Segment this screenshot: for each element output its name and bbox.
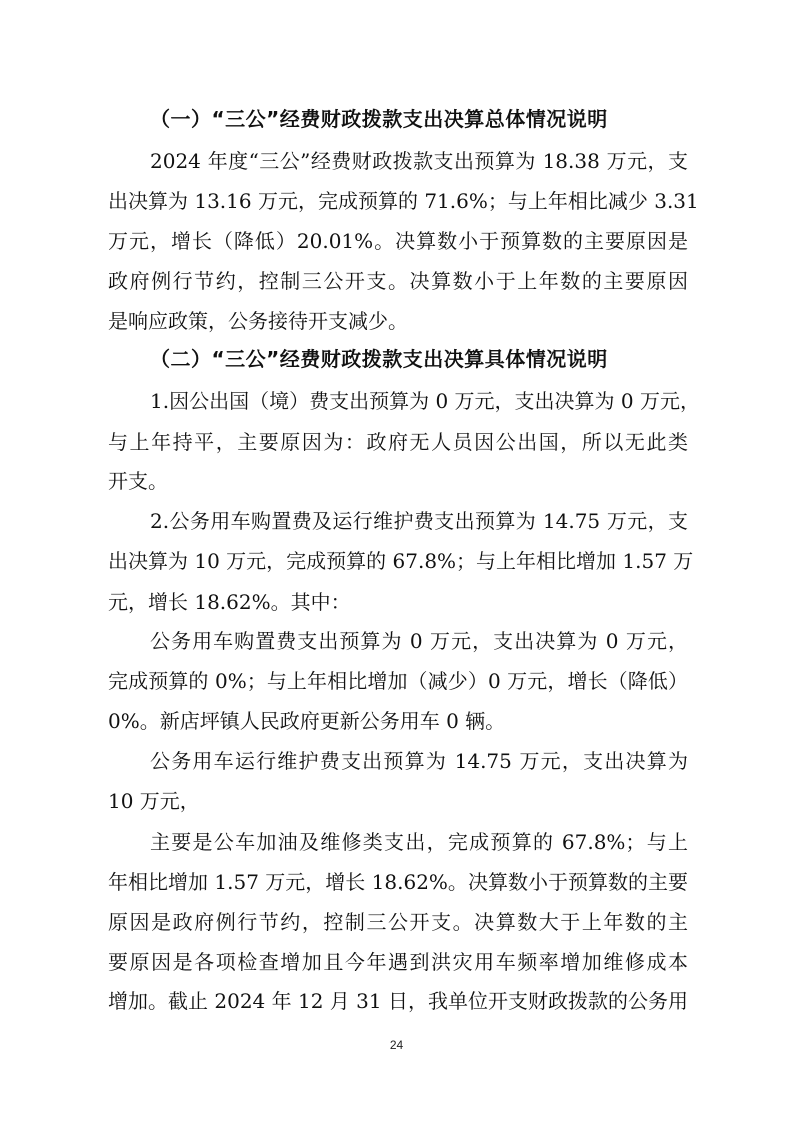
paragraph-line: 原因是政府例行节约，控制三公开支。决算数大于上年数的主 [108,910,688,934]
paragraph-line: 增加。截止 2024 年 12 月 31 日，我单位开支财政拨款的公务用 [108,989,688,1013]
paragraph-line: 与上年持平，主要原因为：政府无人员因公出国，所以无此类 [108,430,688,454]
paragraph-line: 0%。新店坪镇人民政府更新公务用车 0 辆。 [108,709,506,733]
paragraph-line: 开支。 [108,469,168,493]
paragraph-line: 政府例行节约，控制三公开支。决算数小于上年数的主要原因 [108,269,688,293]
paragraph-line: 是响应政策，公务接待开支减少。 [108,309,408,333]
section-2-heading: （二）“三公”经费财政拨款支出决算具体情况说明 [150,347,608,371]
paragraph-line: 公务用车运行维护费支出预算为 14.75 万元，支出决算为 [150,749,688,773]
paragraph-line: 万元，增长（降低）20.01%。决算数小于预算数的主要原因是 [108,229,688,253]
paragraph-line: 元，增长 18.62%。其中： [108,590,351,614]
paragraph-line: 主要是公车加油及维修类支出，完成预算的 67.8%；与上 [150,830,688,854]
paragraph-line: 2024 年度“三公”经费财政拨款支出预算为 18.38 万元，支 [150,149,688,173]
paragraph-line: 年相比增加 1.57 万元，增长 18.62%。决算数小于预算数的主要 [108,870,688,894]
paragraph-line: 公务用车购置费支出预算为 0 万元，支出决算为 0 万元， [150,629,688,653]
paragraph-line: 出决算为 13.16 万元，完成预算的 71.6%；与上年相比减少 3.31 [108,189,699,213]
page-number: 24 [389,1038,404,1052]
paragraph-line: 10 万元， [108,789,200,813]
paragraph-line: 要原因是各项检查增加且今年遇到洪灾用车频率增加维修成本 [108,950,688,974]
section-1-heading: （一）“三公”经费财政拨款支出决算总体情况说明 [150,107,608,131]
paragraph-line: 1.因公出国（境）费支出预算为 0 万元，支出决算为 0 万元， [150,389,700,413]
paragraph-line: 出决算为 10 万元，完成预算的 67.8%；与上年相比增加 1.57 万 [108,549,694,573]
paragraph-line: 2.公务用车购置费及运行维护费支出预算为 14.75 万元，支 [150,509,688,533]
paragraph-line: 完成预算的 0%；与上年相比增加（减少）0 万元，增长（降低） [108,669,688,693]
